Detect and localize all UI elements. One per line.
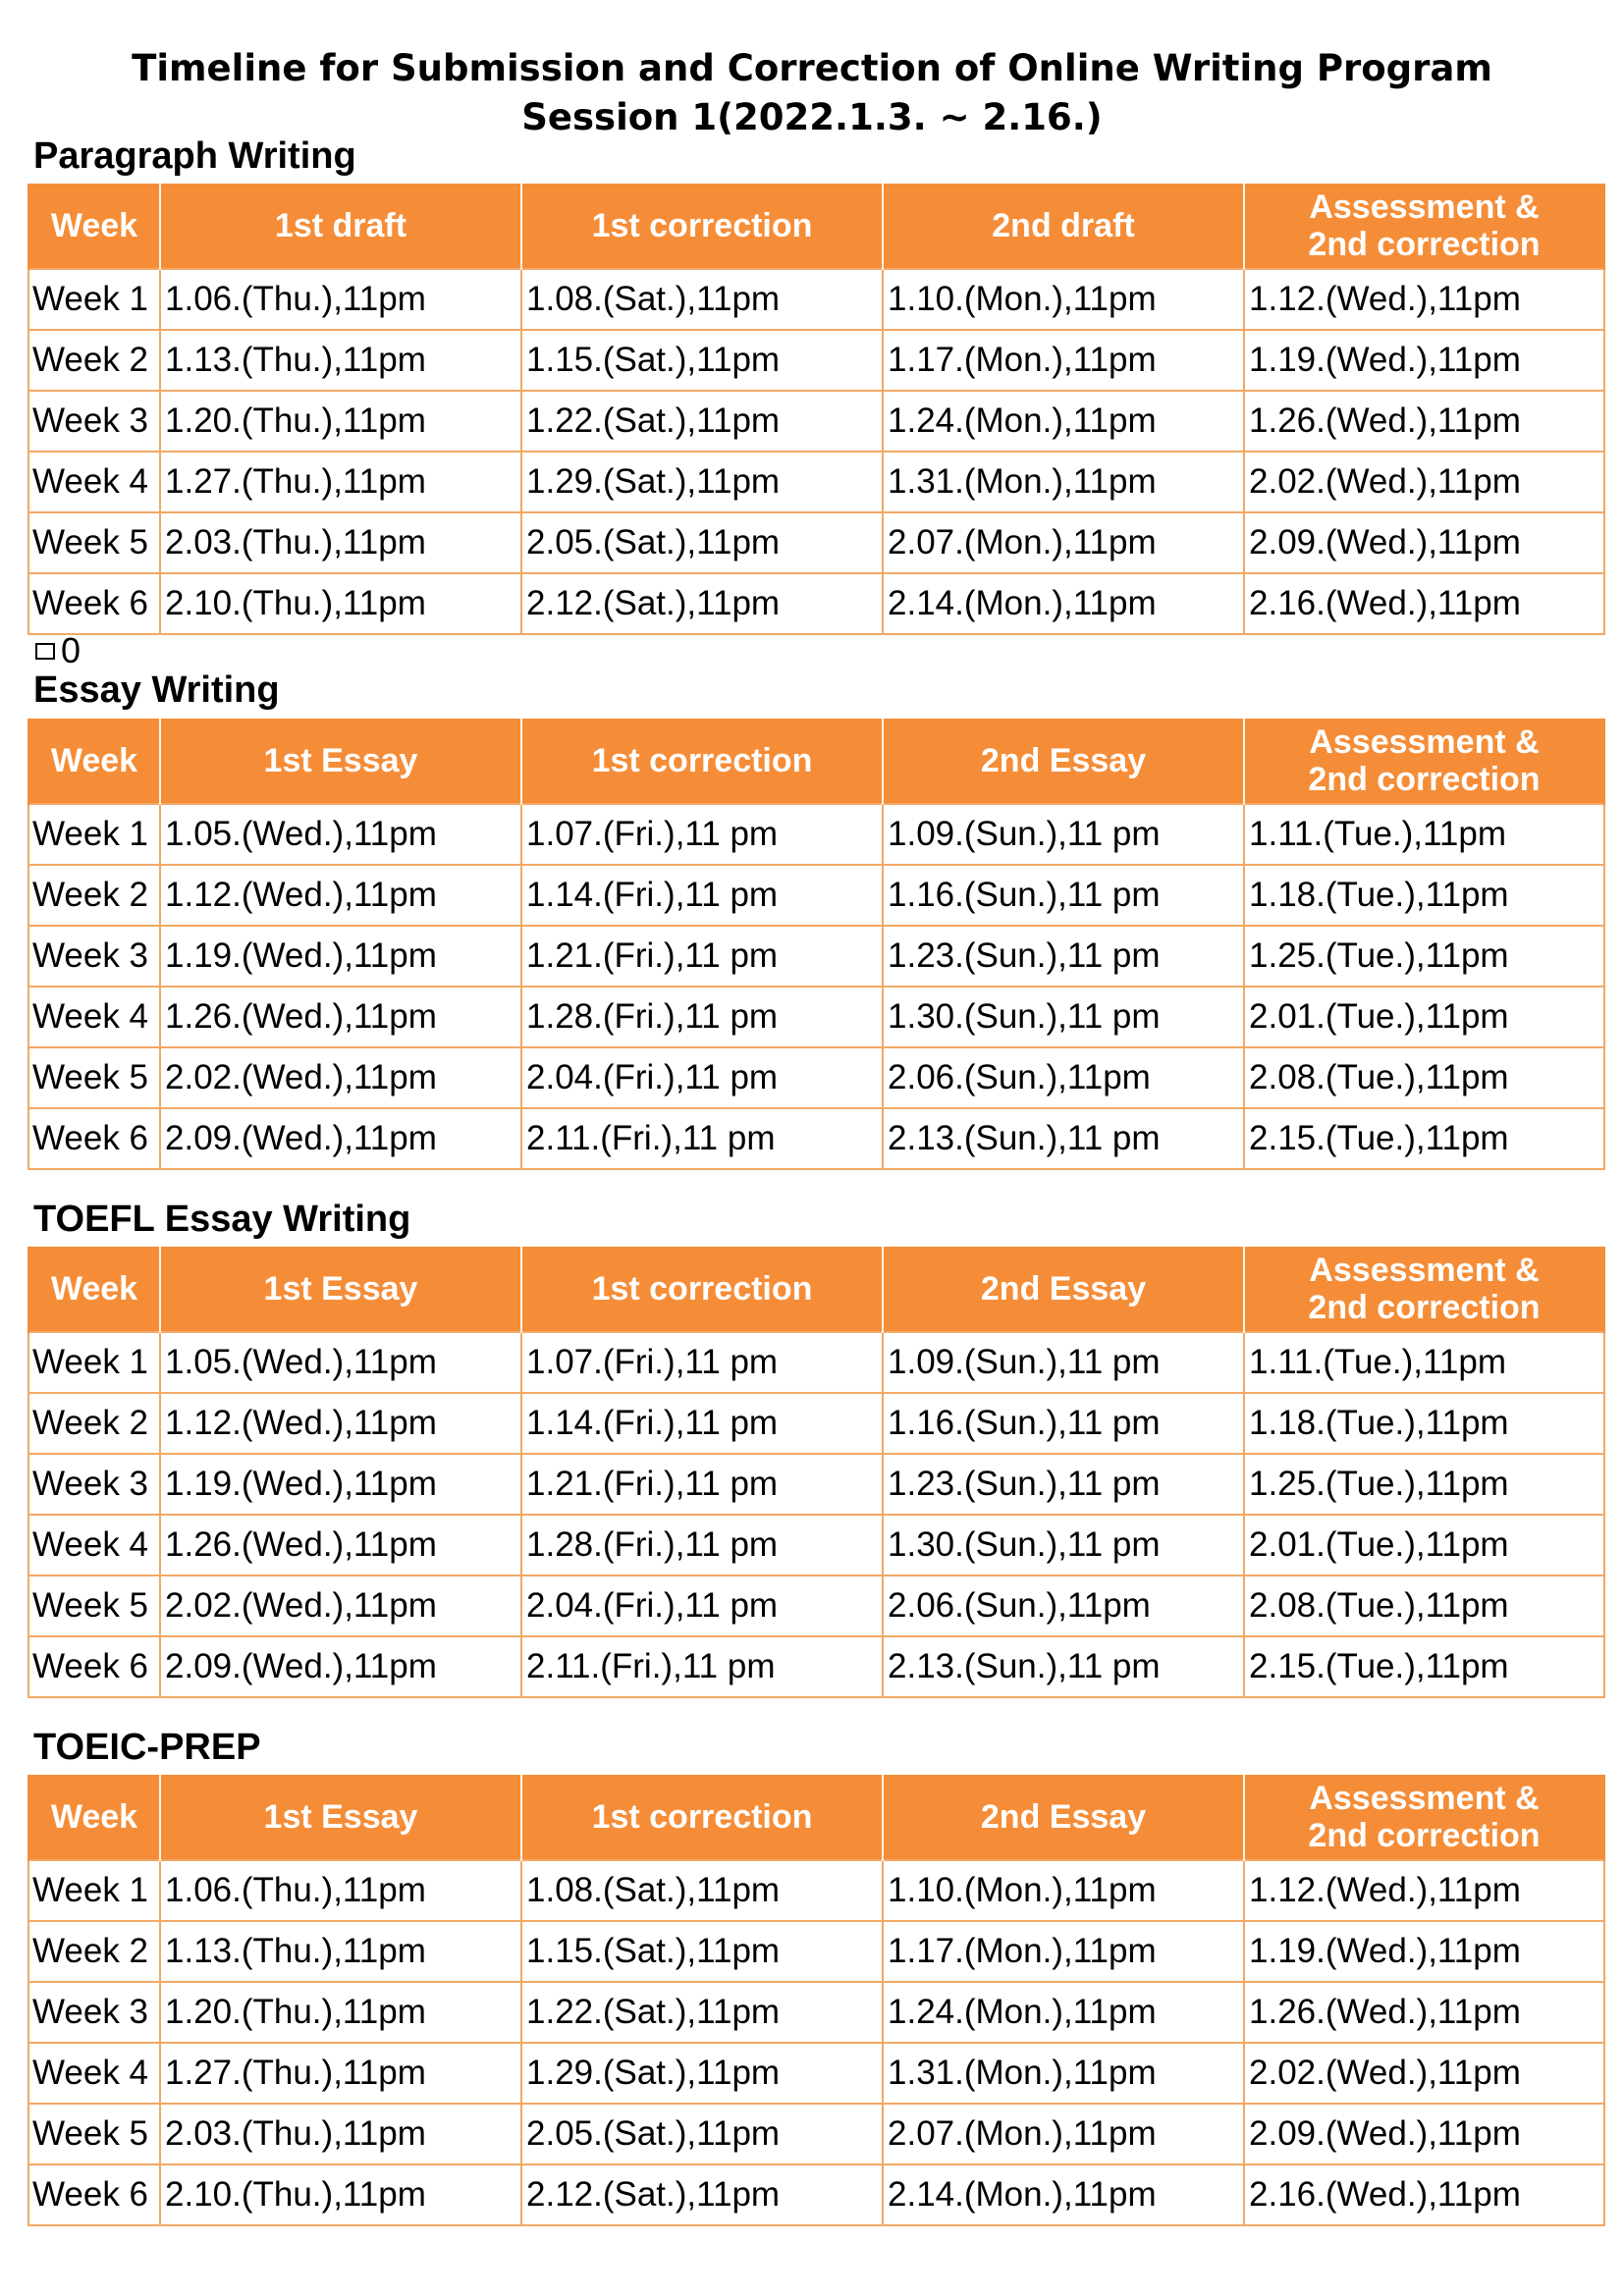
- deadline-cell: 1.21.(Fri.),11 pm: [521, 926, 883, 987]
- table-row: [28, 2164, 1604, 2225]
- deadline-cell: 1.14.(Fri.),11 pm: [521, 865, 883, 926]
- deadline-cell: 1.10.(Mon.),11pm: [883, 269, 1244, 330]
- week-cell: Week 5: [28, 1575, 160, 1636]
- header-week: Week: [28, 184, 160, 269]
- session-subtitle: Session 1(2022.1.3. ~ 2.16.): [521, 96, 1103, 138]
- deadline-cell: 1.07.(Fri.),11 pm: [521, 1332, 883, 1393]
- table-row: [28, 1454, 1604, 1515]
- deadline-cell: 2.08.(Tue.),11pm: [1244, 1047, 1604, 1108]
- deadline-cell: 2.01.(Tue.),11pm: [1244, 1515, 1604, 1575]
- table-row: [28, 1636, 1604, 1697]
- deadline-cell: 1.29.(Sat.),11pm: [521, 2043, 883, 2104]
- header-assessment-line-1: Assessment &: [1309, 188, 1540, 226]
- deadline-cell: 1.24.(Mon.),11pm: [883, 391, 1244, 452]
- table-row: [28, 1047, 1604, 1108]
- table-row: [28, 1515, 1604, 1575]
- deadline-cell: 1.16.(Sun.),11 pm: [883, 865, 1244, 926]
- deadline-cell: 1.19.(Wed.),11pm: [1244, 1921, 1604, 1982]
- deadline-cell: 2.01.(Tue.),11pm: [1244, 987, 1604, 1047]
- deadline-cell: 1.23.(Sun.),11 pm: [883, 1454, 1244, 1515]
- deadline-cell: 1.09.(Sun.),11 pm: [883, 804, 1244, 865]
- header-col-3: 2nd draft: [883, 184, 1244, 269]
- deadline-cell: 1.20.(Thu.),11pm: [160, 1982, 521, 2043]
- deadline-cell: 1.06.(Thu.),11pm: [160, 1860, 521, 1921]
- stray-note: [35, 631, 81, 670]
- section-heading-toeic-prep: TOEIC-PREP: [33, 1727, 261, 1768]
- header-col-1: 1st Essay: [160, 1247, 521, 1332]
- header-col-2: 1st correction: [521, 719, 883, 804]
- table-paragraph-writing: [27, 184, 1605, 635]
- header-col-3: 2nd Essay: [883, 1775, 1244, 1860]
- week-cell: Week 6: [28, 2164, 160, 2225]
- deadline-cell: 1.20.(Thu.),11pm: [160, 391, 521, 452]
- deadline-cell: 1.26.(Wed.),11pm: [160, 1515, 521, 1575]
- deadline-cell: 1.18.(Tue.),11pm: [1244, 865, 1604, 926]
- week-cell: Week 1: [28, 269, 160, 330]
- table-header-row: [28, 719, 1604, 804]
- table-header-row: [28, 184, 1604, 269]
- deadline-cell: 2.09.(Wed.),11pm: [160, 1108, 521, 1169]
- deadline-cell: 2.06.(Sun.),11pm: [883, 1575, 1244, 1636]
- week-cell: Week 2: [28, 865, 160, 926]
- header-col-2: 1st correction: [521, 1247, 883, 1332]
- week-cell: Week 5: [28, 2104, 160, 2164]
- deadline-cell: 1.09.(Sun.),11 pm: [883, 1332, 1244, 1393]
- table-row: [28, 2104, 1604, 2164]
- week-cell: Week 5: [28, 512, 160, 573]
- header-assessment-line-2: 2nd correction: [1308, 1817, 1541, 1854]
- deadline-cell: 1.30.(Sun.),11 pm: [883, 1515, 1244, 1575]
- table-row: [28, 865, 1604, 926]
- deadline-cell: 2.06.(Sun.),11pm: [883, 1047, 1244, 1108]
- deadline-cell: 1.08.(Sat.),11pm: [521, 269, 883, 330]
- table-row: [28, 573, 1604, 634]
- week-cell: Week 2: [28, 1921, 160, 1982]
- deadline-cell: 2.16.(Wed.),11pm: [1244, 2164, 1604, 2225]
- deadline-cell: 2.02.(Wed.),11pm: [1244, 452, 1604, 512]
- note-text: 0: [61, 630, 81, 670]
- table-row: [28, 804, 1604, 865]
- table-row: [28, 452, 1604, 512]
- header-col-1: 1st draft: [160, 184, 521, 269]
- deadline-cell: 2.15.(Tue.),11pm: [1244, 1108, 1604, 1169]
- table-essay-writing: [27, 719, 1605, 1170]
- table-row: [28, 1332, 1604, 1393]
- deadline-cell: 1.26.(Wed.),11pm: [1244, 391, 1604, 452]
- header-assessment: [1244, 184, 1604, 269]
- header-col-1: 1st Essay: [160, 719, 521, 804]
- week-cell: Week 6: [28, 1108, 160, 1169]
- deadline-cell: 2.02.(Wed.),11pm: [160, 1575, 521, 1636]
- table-row: [28, 1921, 1604, 1982]
- deadline-cell: 1.15.(Sat.),11pm: [521, 1921, 883, 1982]
- deadline-cell: 2.10.(Thu.),11pm: [160, 2164, 521, 2225]
- deadline-cell: 2.13.(Sun.),11 pm: [883, 1636, 1244, 1697]
- week-cell: Week 1: [28, 1332, 160, 1393]
- deadline-cell: 2.04.(Fri.),11 pm: [521, 1575, 883, 1636]
- header-col-2: 1st correction: [521, 184, 883, 269]
- deadline-cell: 1.05.(Wed.),11pm: [160, 1332, 521, 1393]
- deadline-cell: 1.31.(Mon.),11pm: [883, 2043, 1244, 2104]
- header-assessment-line-2: 2nd correction: [1308, 226, 1541, 263]
- table-row: [28, 1108, 1604, 1169]
- week-cell: Week 4: [28, 1515, 160, 1575]
- deadline-cell: 1.11.(Tue.),11pm: [1244, 804, 1604, 865]
- table-row: [28, 1982, 1604, 2043]
- header-week: Week: [28, 719, 160, 804]
- week-cell: Week 5: [28, 1047, 160, 1108]
- deadline-cell: 1.07.(Fri.),11 pm: [521, 804, 883, 865]
- deadline-cell: 2.13.(Sun.),11 pm: [883, 1108, 1244, 1169]
- deadline-cell: 2.12.(Sat.),11pm: [521, 2164, 883, 2225]
- week-cell: Week 3: [28, 926, 160, 987]
- deadline-cell: 1.26.(Wed.),11pm: [160, 987, 521, 1047]
- table-toefl-essay-writing: [27, 1247, 1605, 1698]
- table-header-row: [28, 1247, 1604, 1332]
- week-cell: Week 6: [28, 1636, 160, 1697]
- week-cell: Week 1: [28, 804, 160, 865]
- deadline-cell: 1.31.(Mon.),11pm: [883, 452, 1244, 512]
- deadline-cell: 2.09.(Wed.),11pm: [1244, 512, 1604, 573]
- deadline-cell: 1.19.(Wed.),11pm: [1244, 330, 1604, 391]
- deadline-cell: 1.11.(Tue.),11pm: [1244, 1332, 1604, 1393]
- header-week: Week: [28, 1775, 160, 1860]
- checkbox-glyph-icon: [35, 643, 55, 660]
- deadline-cell: 2.02.(Wed.),11pm: [1244, 2043, 1604, 2104]
- deadline-cell: 1.16.(Sun.),11 pm: [883, 1393, 1244, 1454]
- deadline-cell: 1.10.(Mon.),11pm: [883, 1860, 1244, 1921]
- deadline-cell: 2.03.(Thu.),11pm: [160, 2104, 521, 2164]
- deadline-cell: 2.07.(Mon.),11pm: [883, 2104, 1244, 2164]
- deadline-cell: 1.28.(Fri.),11 pm: [521, 987, 883, 1047]
- deadline-cell: 2.10.(Thu.),11pm: [160, 573, 521, 634]
- week-cell: Week 2: [28, 330, 160, 391]
- page-title: Timeline for Submission and Correction of Online Writing Program: [132, 47, 1492, 89]
- deadline-cell: 1.23.(Sun.),11 pm: [883, 926, 1244, 987]
- header-assessment-line-1: Assessment &: [1309, 1780, 1540, 1817]
- deadline-cell: 2.12.(Sat.),11pm: [521, 573, 883, 634]
- deadline-cell: 2.05.(Sat.),11pm: [521, 2104, 883, 2164]
- deadline-cell: 2.08.(Tue.),11pm: [1244, 1575, 1604, 1636]
- header-col-3: 2nd Essay: [883, 1247, 1244, 1332]
- table-row: [28, 1860, 1604, 1921]
- deadline-cell: 1.17.(Mon.),11pm: [883, 1921, 1244, 1982]
- header-assessment: [1244, 1775, 1604, 1860]
- header-week: Week: [28, 1247, 160, 1332]
- header-assessment: [1244, 719, 1604, 804]
- deadline-cell: 1.19.(Wed.),11pm: [160, 926, 521, 987]
- table-row: [28, 987, 1604, 1047]
- deadline-cell: 2.14.(Mon.),11pm: [883, 573, 1244, 634]
- table-toeic-prep: [27, 1775, 1605, 2226]
- deadline-cell: 1.14.(Fri.),11 pm: [521, 1393, 883, 1454]
- deadline-cell: 1.17.(Mon.),11pm: [883, 330, 1244, 391]
- table-header-row: [28, 1775, 1604, 1860]
- week-cell: Week 4: [28, 2043, 160, 2104]
- table-row: [28, 926, 1604, 987]
- deadline-cell: 2.15.(Tue.),11pm: [1244, 1636, 1604, 1697]
- deadline-cell: 1.28.(Fri.),11 pm: [521, 1515, 883, 1575]
- week-cell: Week 1: [28, 1860, 160, 1921]
- deadline-cell: 1.12.(Wed.),11pm: [1244, 1860, 1604, 1921]
- deadline-cell: 1.25.(Tue.),11pm: [1244, 926, 1604, 987]
- header-col-2: 1st correction: [521, 1775, 883, 1860]
- deadline-cell: 2.02.(Wed.),11pm: [160, 1047, 521, 1108]
- deadline-cell: 1.26.(Wed.),11pm: [1244, 1982, 1604, 2043]
- deadline-cell: 2.11.(Fri.),11 pm: [521, 1108, 883, 1169]
- header-assessment-line-1: Assessment &: [1309, 723, 1540, 761]
- deadline-cell: 2.16.(Wed.),11pm: [1244, 573, 1604, 634]
- deadline-cell: 1.22.(Sat.),11pm: [521, 391, 883, 452]
- deadline-cell: 2.14.(Mon.),11pm: [883, 2164, 1244, 2225]
- deadline-cell: 1.27.(Thu.),11pm: [160, 452, 521, 512]
- table-row: [28, 512, 1604, 573]
- week-cell: Week 3: [28, 1454, 160, 1515]
- deadline-cell: 1.19.(Wed.),11pm: [160, 1454, 521, 1515]
- week-cell: Week 4: [28, 987, 160, 1047]
- deadline-cell: 2.09.(Wed.),11pm: [1244, 2104, 1604, 2164]
- header-assessment-line-2: 2nd correction: [1308, 761, 1541, 798]
- header-assessment-line-2: 2nd correction: [1308, 1289, 1541, 1326]
- header-assessment-line-1: Assessment &: [1309, 1252, 1540, 1289]
- deadline-cell: 1.05.(Wed.),11pm: [160, 804, 521, 865]
- deadline-cell: 1.30.(Sun.),11 pm: [883, 987, 1244, 1047]
- deadline-cell: 1.18.(Tue.),11pm: [1244, 1393, 1604, 1454]
- deadline-cell: 1.22.(Sat.),11pm: [521, 1982, 883, 2043]
- deadline-cell: 2.03.(Thu.),11pm: [160, 512, 521, 573]
- deadline-cell: 1.08.(Sat.),11pm: [521, 1860, 883, 1921]
- header-col-3: 2nd Essay: [883, 719, 1244, 804]
- deadline-cell: 1.12.(Wed.),11pm: [160, 865, 521, 926]
- deadline-cell: 1.13.(Thu.),11pm: [160, 330, 521, 391]
- deadline-cell: 1.06.(Thu.),11pm: [160, 269, 521, 330]
- table-row: [28, 1575, 1604, 1636]
- week-cell: Week 4: [28, 452, 160, 512]
- week-cell: Week 6: [28, 573, 160, 634]
- week-cell: Week 3: [28, 1982, 160, 2043]
- deadline-cell: 2.09.(Wed.),11pm: [160, 1636, 521, 1697]
- deadline-cell: 1.27.(Thu.),11pm: [160, 2043, 521, 2104]
- table-row: [28, 391, 1604, 452]
- table-row: [28, 2043, 1604, 2104]
- deadline-cell: 1.25.(Tue.),11pm: [1244, 1454, 1604, 1515]
- deadline-cell: 1.24.(Mon.),11pm: [883, 1982, 1244, 2043]
- deadline-cell: 1.13.(Thu.),11pm: [160, 1921, 521, 1982]
- table-row: [28, 269, 1604, 330]
- header-col-1: 1st Essay: [160, 1775, 521, 1860]
- week-cell: Week 2: [28, 1393, 160, 1454]
- deadline-cell: 1.21.(Fri.),11 pm: [521, 1454, 883, 1515]
- section-heading-essay-writing: Essay Writing: [33, 669, 280, 711]
- deadline-cell: 2.11.(Fri.),11 pm: [521, 1636, 883, 1697]
- week-cell: Week 3: [28, 391, 160, 452]
- deadline-cell: 1.12.(Wed.),11pm: [160, 1393, 521, 1454]
- section-heading-paragraph-writing: Paragraph Writing: [33, 135, 356, 177]
- header-assessment: [1244, 1247, 1604, 1332]
- table-row: [28, 330, 1604, 391]
- deadline-cell: 1.12.(Wed.),11pm: [1244, 269, 1604, 330]
- deadline-cell: 2.04.(Fri.),11 pm: [521, 1047, 883, 1108]
- deadline-cell: 1.15.(Sat.),11pm: [521, 330, 883, 391]
- table-row: [28, 1393, 1604, 1454]
- deadline-cell: 2.05.(Sat.),11pm: [521, 512, 883, 573]
- deadline-cell: 2.07.(Mon.),11pm: [883, 512, 1244, 573]
- section-heading-toefl-essay-writing: TOEFL Essay Writing: [33, 1199, 411, 1240]
- deadline-cell: 1.29.(Sat.),11pm: [521, 452, 883, 512]
